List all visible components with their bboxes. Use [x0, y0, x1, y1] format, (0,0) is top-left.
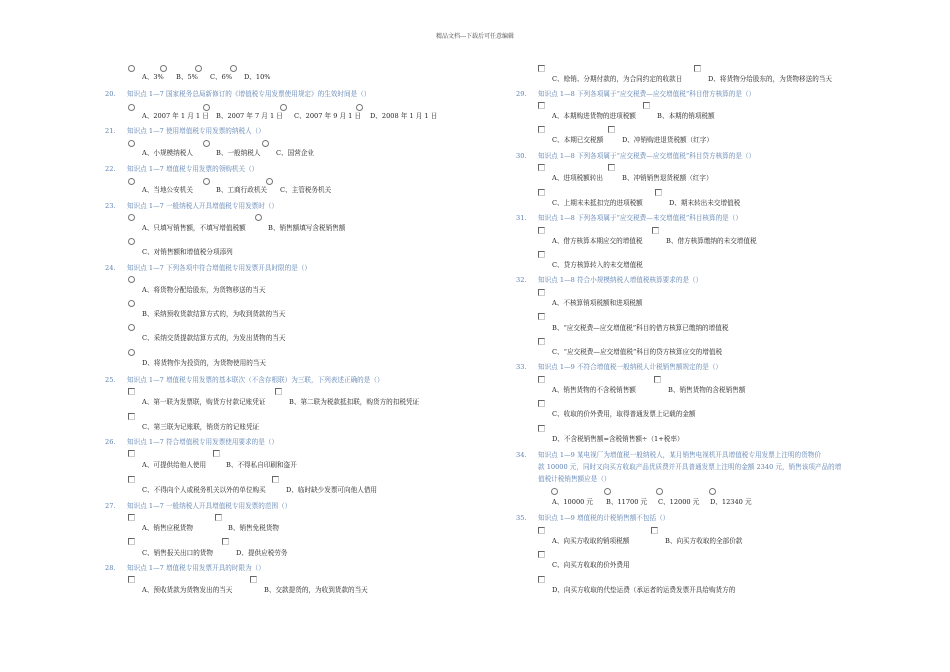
question-25: 25. 知识点 1—7 增值税专用发票的基本联次（不含存根联）为三联，下列表述正确的是（）	[105, 376, 384, 384]
question-35: 35. 知识点 1—9 增值税的计税销售额不包括（）	[516, 514, 670, 522]
option-q23-a: A、只填写销售额，不填写增值税额	[142, 224, 246, 232]
checkbox-q27-b[interactable]	[215, 514, 222, 521]
option-q26-a: A、可提供给他人使用	[142, 461, 207, 469]
option-q21-b: B、一般纳税人	[216, 149, 261, 157]
option-q28-c: C、赊销、分期付款的，为合同约定的收款日	[552, 75, 683, 83]
radio-q20-d[interactable]	[356, 104, 363, 111]
option-q23-b: B、销售额填写含税销售额	[268, 224, 346, 232]
option-q30-b: B、冲销销售退货税额（红字）	[622, 174, 713, 182]
checkbox-q32-c[interactable]	[538, 338, 545, 345]
option-q31-c: C、贷方核算转入的未交增值税	[552, 261, 643, 269]
option-q33-b: B、销售货物的含税销售额	[668, 386, 746, 394]
checkbox-q32-b[interactable]	[538, 313, 545, 320]
checkbox-q30-a[interactable]	[538, 164, 545, 171]
radio-q19-d[interactable]	[230, 65, 237, 72]
option-q26-c: C、不得向个人或税务机关以外的单位购买	[142, 486, 266, 494]
radio-q20-b[interactable]	[203, 104, 210, 111]
option-q26-d: D、临时缺少发票可向他人借用	[286, 486, 378, 494]
checkbox-q35-d[interactable]	[538, 576, 545, 583]
option-q27-d: D、提供应税劳务	[236, 549, 288, 557]
checkbox-q28-d[interactable]	[694, 65, 701, 72]
radio-q20-c[interactable]	[280, 104, 287, 111]
option-q25-c: C、第三联为记账联，销货方的记账凭证	[142, 423, 260, 431]
checkbox-q28-c[interactable]	[538, 65, 545, 72]
radio-q22-b[interactable]	[203, 178, 210, 185]
option-q32-b: B、“应交税费—应交增值税”科目的借方核算已缴纳的增值税	[552, 324, 729, 332]
radio-q24-b[interactable]	[128, 300, 135, 307]
option-q21-a: A、小规模纳税人	[142, 149, 193, 157]
option-q34-c: C、12000 元	[658, 498, 700, 506]
option-q28-b: B、交款提货的，为收到货款的当天	[264, 586, 368, 594]
radio-q21-b[interactable]	[203, 140, 210, 147]
checkbox-q35-a[interactable]	[538, 527, 545, 534]
option-q33-d: D、不含税销售额=含税销售额÷（1+税率）	[552, 435, 684, 443]
option-q30-a: A、进项税额转出	[552, 174, 603, 182]
checkbox-q33-a[interactable]	[538, 376, 545, 383]
checkbox-q30-b[interactable]	[608, 164, 615, 171]
checkbox-q25-c[interactable]	[128, 413, 135, 420]
checkbox-q31-a[interactable]	[538, 227, 545, 234]
checkbox-q29-b[interactable]	[643, 102, 650, 109]
option-q26-b: B、不得私自印刷和盗开	[226, 461, 297, 469]
option-q30-c: C、上期末未抵扣完的进项税额	[552, 199, 643, 207]
checkbox-q29-c[interactable]	[538, 126, 545, 133]
checkbox-q25-b[interactable]	[275, 388, 282, 395]
checkbox-q30-d[interactable]	[655, 189, 662, 196]
checkbox-q26-a[interactable]	[128, 450, 135, 457]
option-q19-d: D、10%	[244, 73, 271, 81]
option-q19-b: B、5%	[176, 73, 198, 81]
checkbox-q27-a[interactable]	[128, 514, 135, 521]
checkbox-q35-c[interactable]	[538, 551, 545, 558]
option-q24-a: A、将货物分配给股东，为货物移送的当天	[142, 286, 266, 294]
question-20: 20. 知识点 1—7 国家税务总局新修订的《增值税专用发票使用规定》的生效时间是（）	[105, 90, 371, 98]
radio-q19-a[interactable]	[128, 65, 135, 72]
radio-q23-c[interactable]	[128, 238, 135, 245]
option-q28-a: A、预收货款为货物发出的当天	[142, 586, 233, 594]
option-q20-a: A、2007 年 1 月 1 日	[142, 112, 209, 120]
option-q19-a: A、3%	[142, 73, 164, 81]
option-q24-b: B、采纳预收货款结算方式的，为收到货款的当天	[142, 310, 286, 318]
option-q22-b: B、工商行政机关	[216, 186, 268, 194]
option-q21-c: C、国营企业	[276, 149, 315, 157]
option-q33-a: A、销售货物的不含税销售额	[552, 386, 636, 394]
option-q25-b: B、第二联为税款抵扣联，购货方的扣税凭证	[289, 398, 420, 406]
option-q20-b: B、2007 年 7 月 1 日	[216, 112, 283, 120]
option-q29-d: D、冲销购进退货税额（红字）	[622, 136, 714, 144]
radio-q34-b[interactable]	[604, 488, 611, 495]
option-q35-a: A、向买方收取的销项税额	[552, 537, 630, 545]
option-q20-c: C、2007 年 9 月 1 日	[294, 112, 362, 120]
checkbox-q27-c[interactable]	[128, 538, 135, 545]
option-q27-c: C、销售报关出口的货物	[142, 549, 213, 557]
radio-q19-c[interactable]	[195, 65, 202, 72]
option-q35-d: D、向买方收取的代垫运费（承运者的运费发票开具给购货方的	[552, 586, 736, 594]
option-q30-d: D、期末转出未交增值税	[669, 199, 741, 207]
checkbox-q33-c[interactable]	[538, 400, 545, 407]
option-q33-c: C、收取的价外费用，取得普通发票上记载的金额	[552, 410, 696, 418]
checkbox-q31-b[interactable]	[652, 227, 659, 234]
option-q27-a: A、销售应税货物	[142, 524, 193, 532]
question-31: 31. 知识点 1—8 下列各项属于“应交税费—未交增值税”科目核算的是（）	[516, 214, 742, 222]
option-q20-d: D、2008 年 1 月 1 日	[370, 112, 438, 120]
radio-q20-a[interactable]	[128, 104, 135, 111]
radio-q22-a[interactable]	[128, 178, 135, 185]
page-header: 精品文档---下载后可任意编辑	[435, 33, 515, 40]
question-23: 23. 知识点 1—7 一般纳税人开具增值税专用发票时（）	[105, 202, 279, 210]
option-q27-b: B、销售免税货物	[228, 524, 280, 532]
option-q32-c: C、“应交税费—应交增值税”科目的贷方核算应交的增值税	[552, 348, 723, 356]
checkbox-q26-c[interactable]	[128, 476, 135, 483]
option-q23-c: C、对销售额和增值税分项添列	[142, 248, 233, 256]
option-q34-d: D、12340 元	[710, 498, 752, 506]
option-q25-a: A、第一联为发票联，购货方付款记账凭证	[142, 398, 266, 406]
radio-q23-a[interactable]	[128, 214, 135, 221]
checkbox-q31-c[interactable]	[538, 251, 545, 258]
option-q35-b: B、向买方收取的全部价款	[665, 537, 743, 545]
checkbox-q26-b[interactable]	[213, 450, 220, 457]
radio-q21-a[interactable]	[128, 140, 135, 147]
option-q29-c: C、本期已交税额	[552, 136, 604, 144]
radio-q24-c[interactable]	[128, 324, 135, 331]
option-q32-a: A、不核算销项税额和进项税额	[552, 299, 643, 307]
checkbox-q29-d[interactable]	[608, 126, 615, 133]
radio-q34-d[interactable]	[709, 488, 716, 495]
option-q35-c: C、向买方收取的价外费用	[552, 561, 630, 569]
radio-q22-c[interactable]	[266, 178, 273, 185]
option-q31-a: A、借方核算本期应交的增值税	[552, 237, 643, 245]
option-q22-a: A、当地公安机关	[142, 186, 193, 194]
question-33: 33. 知识点 1—9 不符合增值税一般纳税人计税销售额规定的是（）	[516, 363, 723, 371]
question-21: 21. 知识点 1—7 使用增值税专用发票的纳税人（）	[105, 127, 265, 135]
question-26: 26. 知识点 1—7 符合增值税专用发票使用要求的是（）	[105, 438, 279, 446]
radio-q24-a[interactable]	[128, 276, 135, 283]
option-q34-a: A、10000 元	[552, 498, 594, 506]
checkbox-q28-b[interactable]	[250, 576, 257, 583]
question-32: 32. 知识点 1—8 符合小规模纳税人增值税核算要求的是（）	[516, 276, 703, 284]
question-30: 30. 知识点 1—8 下列各项属于“应交税费—应交增值税”科目贷方核算的是（）	[516, 152, 756, 160]
radio-q34-a[interactable]	[551, 488, 558, 495]
checkbox-q32-a[interactable]	[538, 289, 545, 296]
checkbox-q33-d[interactable]	[538, 425, 545, 432]
checkbox-q33-b[interactable]	[654, 376, 661, 383]
radio-q24-d[interactable]	[128, 349, 135, 356]
question-34: 34. 知识点 1—9 某电视厂为增值税一般纳税人，某月销售电视机开具增值税专用发票上注明的货物价	[516, 451, 821, 459]
checkbox-q25-a[interactable]	[128, 388, 135, 395]
question-34-line-2: 款 10000 元，同时又向买方收取产品优质费并开具普通发票上注明的金额 2340 元，销售该项产品的增	[538, 463, 842, 471]
question-29: 29. 知识点 1—8 下列各项属于“应交税费—应交增值税”科目借方核算的是（）	[516, 90, 756, 98]
checkbox-q28-a[interactable]	[128, 576, 135, 583]
option-q22-c: C、主管税务机关	[280, 186, 332, 194]
question-22: 22. 知识点 1—7 增值税专用发票的领购机关（）	[105, 165, 259, 173]
radio-q34-c[interactable]	[656, 488, 663, 495]
checkbox-q27-d[interactable]	[222, 538, 229, 545]
checkbox-q35-b[interactable]	[651, 527, 658, 534]
radio-q19-b[interactable]	[160, 65, 167, 72]
question-34-line-3: 值税计税销售额应是（）	[538, 475, 611, 483]
option-q34-b: B、11700 元	[606, 498, 648, 506]
checkbox-q26-d[interactable]	[272, 476, 279, 483]
question-28: 28. 知识点 1—7 增值税专用发票开具的时限为（）	[105, 564, 265, 572]
radio-q23-b[interactable]	[255, 214, 262, 221]
checkbox-q29-a[interactable]	[538, 102, 545, 109]
option-q28-d: D、将货物分给股东的，为货物移送的当天	[708, 75, 832, 83]
question-27: 27. 知识点 1—7 一般纳税人开具增值税专用发票的范围（）	[105, 502, 292, 510]
option-q29-b: B、本期的销项税额	[657, 112, 715, 120]
question-24: 24. 知识点 1—7 下列各项中符合增值税专用发票开具时限的是（）	[105, 264, 312, 272]
option-q24-c: C、采纳交货提款结算方式的，为发出货物的当天	[142, 334, 286, 342]
option-q19-c: C、6%	[210, 73, 233, 81]
option-q24-d: D、将货物作为投资的，为货物使用的当天	[142, 359, 266, 367]
checkbox-q30-c[interactable]	[538, 189, 545, 196]
option-q29-a: A、本期购进货物的进项税额	[552, 112, 636, 120]
option-q31-b: B、借方核算缴纳的未交增值税	[666, 237, 757, 245]
radio-q21-c[interactable]	[262, 140, 269, 147]
